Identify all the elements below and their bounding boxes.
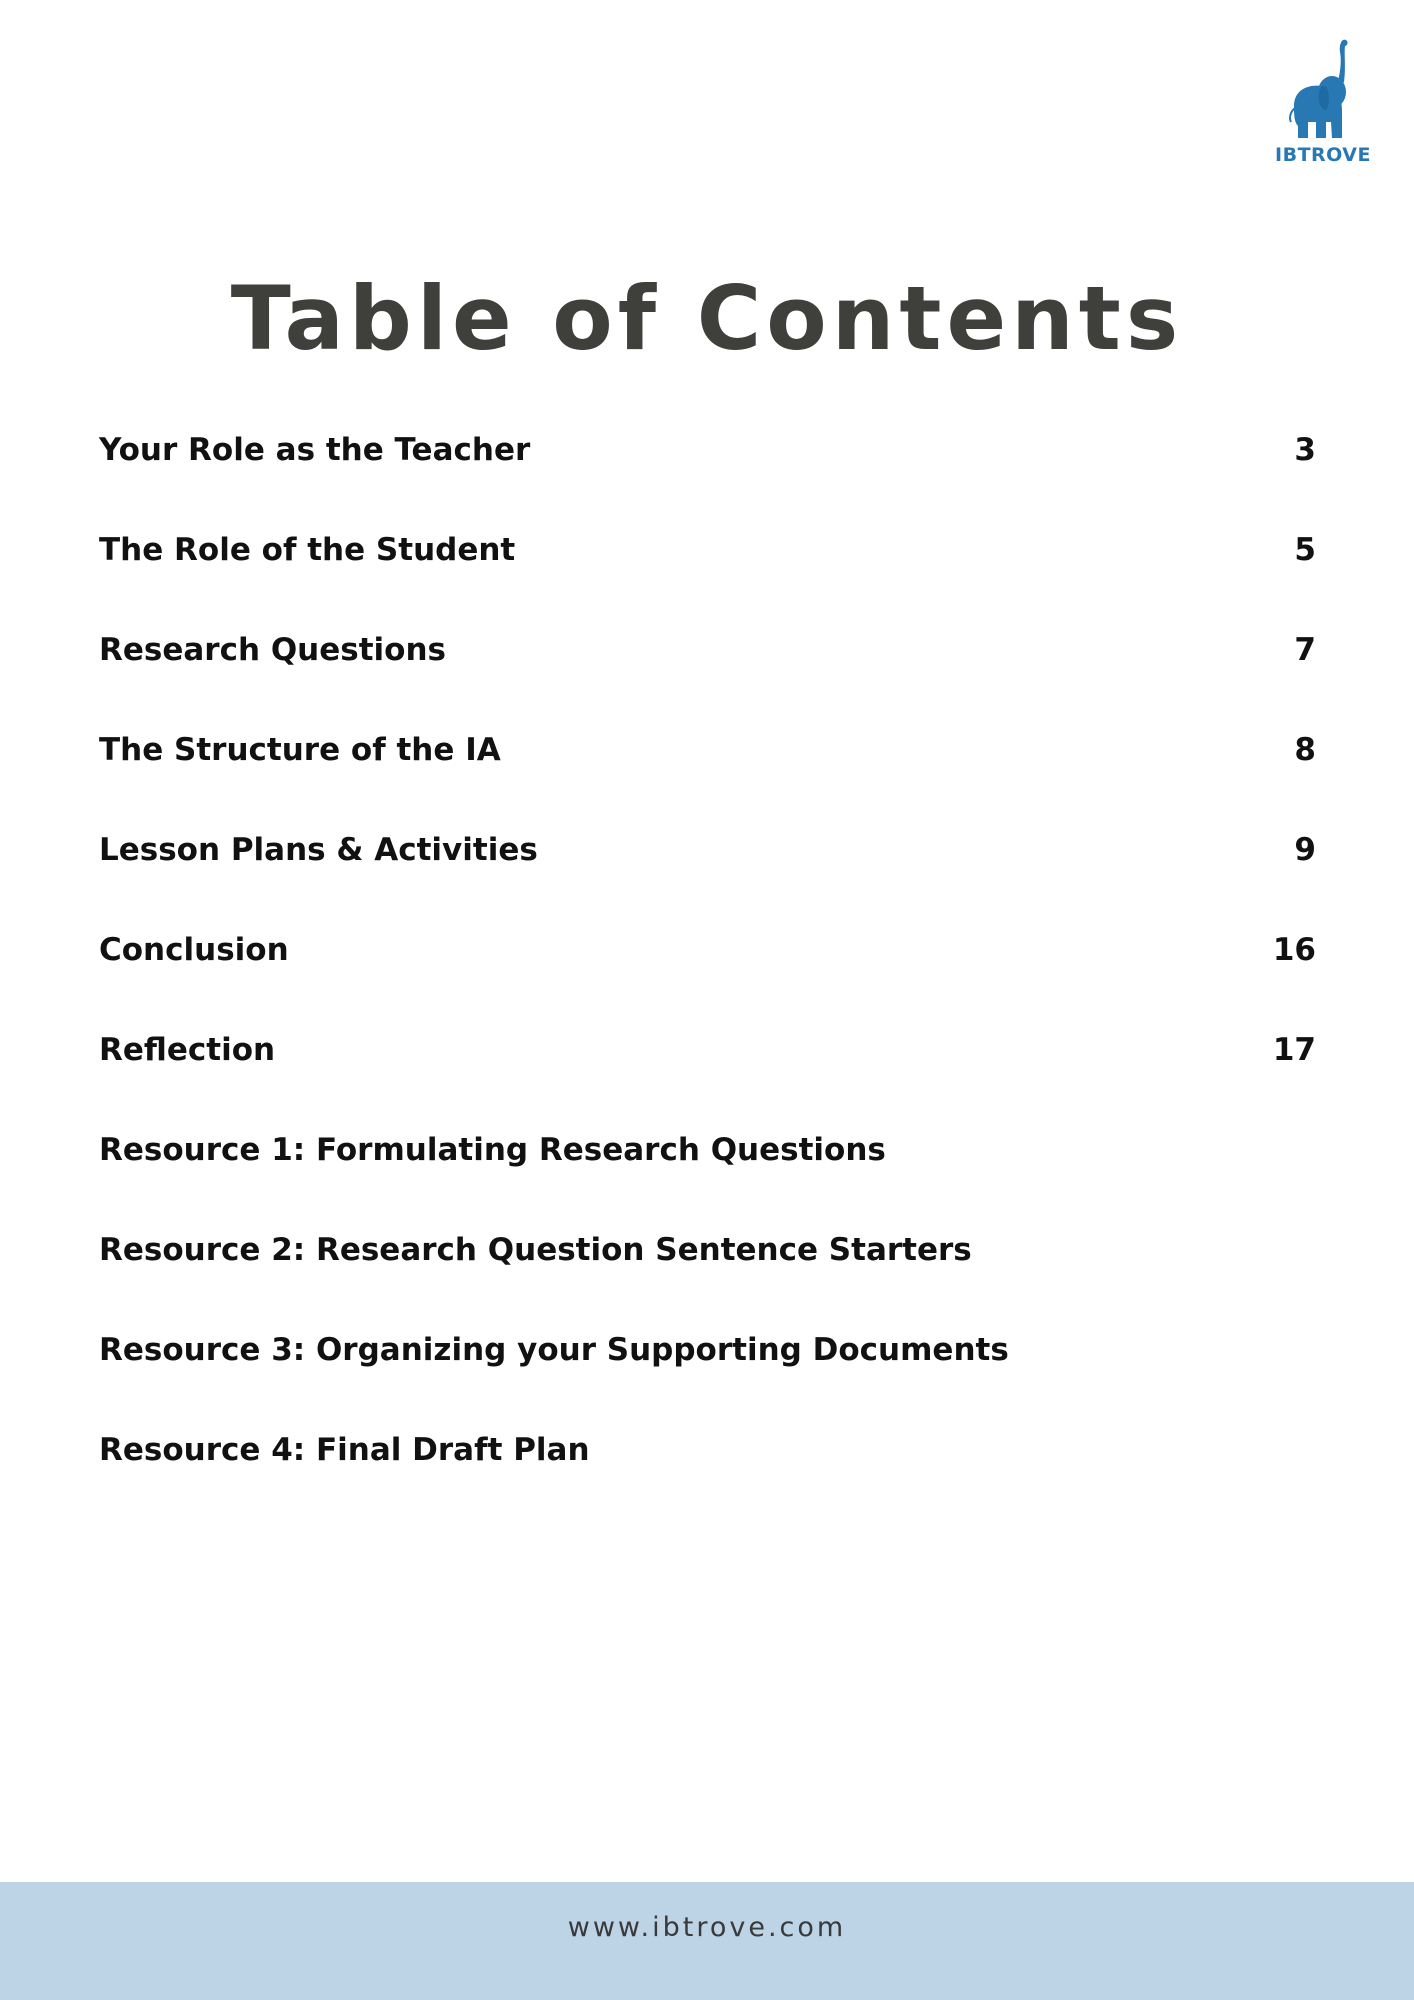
toc-entry[interactable] (99, 400, 1316, 500)
toc-entry-label: The Structure of the IA (99, 732, 501, 768)
toc-entry-label: Lesson Plans & Activities (99, 832, 538, 868)
toc-entry-page: 17 (1272, 1032, 1316, 1068)
toc-entry[interactable] (99, 1200, 1316, 1300)
toc-entry-page: 7 (1294, 632, 1316, 668)
toc-entry[interactable] (99, 1000, 1316, 1100)
toc-entry-label: Resource 4: Final Draft Plan (99, 1432, 590, 1468)
toc-entry[interactable] (99, 1100, 1316, 1200)
table-of-contents (99, 400, 1316, 1500)
toc-entry-page: 3 (1294, 432, 1316, 468)
toc-entry[interactable] (99, 1400, 1316, 1500)
toc-entry-label: Resource 1: Formulating Research Questions (99, 1132, 886, 1168)
toc-entry[interactable] (99, 600, 1316, 700)
toc-entry[interactable] (99, 900, 1316, 1000)
toc-entry-label: Conclusion (99, 932, 289, 968)
elephant-icon (1286, 34, 1358, 146)
toc-entry-label: Your Role as the Teacher (99, 432, 531, 468)
toc-entry[interactable] (99, 500, 1316, 600)
toc-entry-page: 8 (1294, 732, 1316, 768)
ibtrove-logo (1268, 34, 1378, 168)
toc-entry-label: Research Questions (99, 632, 446, 668)
toc-entry-label: The Role of the Student (99, 532, 516, 568)
toc-entry-label: Resource 2: Research Question Sentence Starters (99, 1232, 972, 1268)
toc-entry-label: Resource 3: Organizing your Supporting Documents (99, 1332, 1009, 1368)
footer-url-link[interactable]: www.ibtrove.com (567, 1912, 847, 1943)
toc-entry-label: Reflection (99, 1032, 276, 1068)
toc-entry[interactable] (99, 1300, 1316, 1400)
toc-entry-page: 5 (1294, 532, 1316, 568)
toc-entry-page: 16 (1272, 932, 1316, 968)
page-title: Table of Contents (230, 266, 1184, 370)
toc-entry[interactable] (99, 800, 1316, 900)
toc-entry[interactable] (99, 700, 1316, 800)
toc-entry-page: 9 (1294, 832, 1316, 868)
logo-text: IBTROVE (1275, 144, 1371, 166)
